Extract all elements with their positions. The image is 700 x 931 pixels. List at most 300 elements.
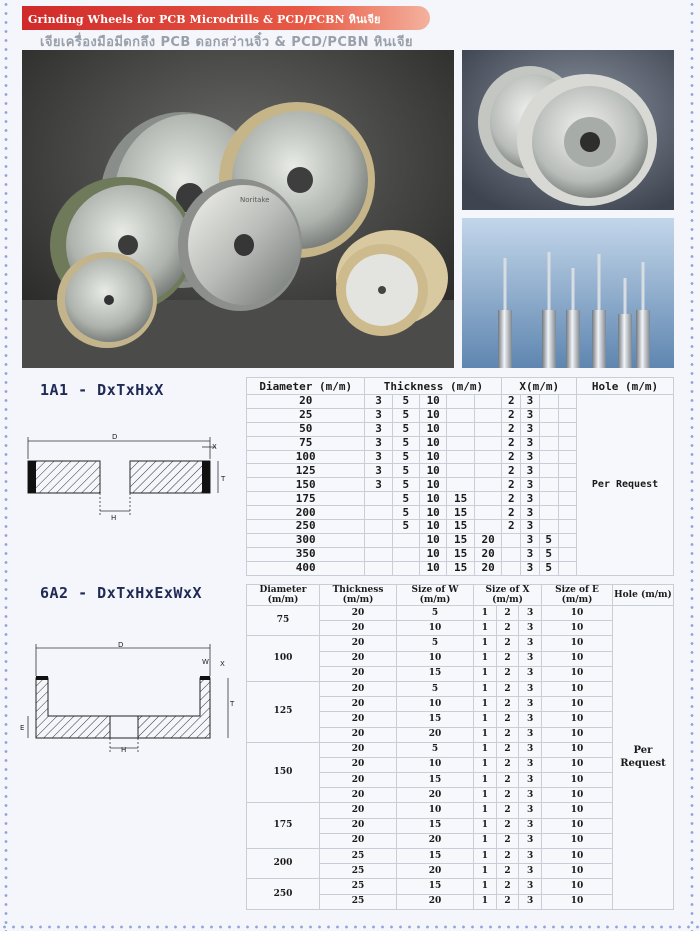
diagram2-x-label: X bbox=[220, 660, 225, 668]
thickness-cell: 25 bbox=[320, 879, 397, 894]
thickness-cell: 20 bbox=[320, 757, 397, 772]
x-cell: 2 bbox=[496, 879, 519, 894]
spec-table-1a1 bbox=[246, 377, 674, 576]
x-cell: 2 bbox=[502, 422, 521, 436]
diameter-cell: 75 bbox=[247, 436, 365, 450]
diagram-t-label: T bbox=[221, 475, 226, 483]
e-cell: 10 bbox=[542, 818, 613, 833]
thickness-cell: 5 bbox=[392, 450, 419, 464]
x-cell: 3 bbox=[521, 395, 540, 409]
thickness-cell bbox=[365, 561, 392, 575]
x-cell: 1 bbox=[474, 697, 497, 712]
thickness-cell: 20 bbox=[320, 788, 397, 803]
x-cell bbox=[558, 395, 577, 409]
thickness-cell: 20 bbox=[320, 606, 397, 621]
x-cell: 1 bbox=[474, 833, 497, 848]
e-cell: 10 bbox=[542, 727, 613, 742]
x-cell bbox=[539, 464, 558, 478]
col2-thickness: Thickness (m/m) bbox=[320, 585, 397, 606]
x-cell: 3 bbox=[519, 788, 542, 803]
table-1a1-body bbox=[247, 395, 674, 576]
col-x: X(m/m) bbox=[502, 378, 577, 395]
x-cell: 2 bbox=[502, 506, 521, 520]
x-cell: 2 bbox=[496, 818, 519, 833]
thickness-cell: 5 bbox=[392, 478, 419, 492]
diameter-cell: 125 bbox=[247, 464, 365, 478]
x-cell: 2 bbox=[502, 408, 521, 422]
diameter-cell: 125 bbox=[247, 681, 320, 742]
table-row bbox=[247, 879, 674, 894]
thickness-cell bbox=[447, 436, 474, 450]
x-cell: 2 bbox=[496, 864, 519, 879]
w-cell: 15 bbox=[397, 712, 474, 727]
x-cell: 2 bbox=[496, 621, 519, 636]
diameter-cell: 300 bbox=[247, 533, 365, 547]
col2-e: Size of E (m/m) bbox=[542, 585, 613, 606]
x-cell: 3 bbox=[521, 492, 540, 506]
x-cell bbox=[539, 408, 558, 422]
thickness-cell bbox=[447, 422, 474, 436]
x-cell bbox=[558, 464, 577, 478]
x-cell: 3 bbox=[519, 879, 542, 894]
thickness-cell: 20 bbox=[320, 742, 397, 757]
x-cell: 3 bbox=[519, 818, 542, 833]
x-cell bbox=[558, 533, 577, 547]
thickness-cell bbox=[392, 561, 419, 575]
thickness-cell: 20 bbox=[320, 666, 397, 681]
x-cell: 3 bbox=[519, 757, 542, 772]
x-cell: 2 bbox=[502, 478, 521, 492]
x-cell: 1 bbox=[474, 757, 497, 772]
e-cell: 10 bbox=[542, 621, 613, 636]
wheel-1a1-diagram bbox=[22, 425, 242, 525]
thickness-cell: 10 bbox=[419, 436, 446, 450]
w-cell: 15 bbox=[397, 773, 474, 788]
thickness-cell: 15 bbox=[447, 520, 474, 534]
w-cell: 10 bbox=[397, 757, 474, 772]
thickness-cell: 3 bbox=[365, 408, 392, 422]
table-row bbox=[247, 803, 674, 818]
diagram2-t-label: T bbox=[230, 700, 235, 708]
w-cell: 5 bbox=[397, 606, 474, 621]
x-cell bbox=[539, 450, 558, 464]
diagram2-d-label: D bbox=[118, 641, 124, 649]
w-cell: 20 bbox=[397, 788, 474, 803]
e-cell: 10 bbox=[542, 712, 613, 727]
thickness-cell bbox=[474, 450, 501, 464]
thickness-cell: 25 bbox=[320, 864, 397, 879]
diameter-cell: 150 bbox=[247, 742, 320, 803]
x-cell: 3 bbox=[519, 697, 542, 712]
thickness-cell bbox=[474, 408, 501, 422]
e-cell: 10 bbox=[542, 849, 613, 864]
x-cell: 3 bbox=[519, 606, 542, 621]
w-cell: 5 bbox=[397, 681, 474, 696]
wheel-6a2-diagram bbox=[14, 640, 244, 755]
thickness-cell: 10 bbox=[419, 422, 446, 436]
thickness-cell: 20 bbox=[320, 727, 397, 742]
microdrills-photo bbox=[462, 218, 674, 368]
diagram-d-label: D bbox=[112, 433, 118, 441]
col2-w: Size of W (m/m) bbox=[397, 585, 474, 606]
e-cell: 10 bbox=[542, 757, 613, 772]
col-thickness: Thickness (m/m) bbox=[365, 378, 502, 395]
col2-diameter: Diameter (m/m) bbox=[247, 585, 320, 606]
thickness-cell: 10 bbox=[419, 492, 446, 506]
thickness-cell bbox=[474, 464, 501, 478]
diameter-cell: 100 bbox=[247, 636, 320, 682]
thickness-cell: 3 bbox=[365, 478, 392, 492]
thickness-cell bbox=[392, 533, 419, 547]
x-cell: 1 bbox=[474, 818, 497, 833]
diameter-cell: 20 bbox=[247, 395, 365, 409]
x-cell: 2 bbox=[496, 788, 519, 803]
x-cell bbox=[558, 436, 577, 450]
hole-cell: Per Request bbox=[577, 395, 674, 576]
section-1a1-title: 1A1 - DxTxHxX bbox=[40, 381, 164, 399]
x-cell: 1 bbox=[474, 788, 497, 803]
thickness-cell bbox=[365, 520, 392, 534]
thickness-cell: 20 bbox=[320, 636, 397, 651]
x-cell bbox=[558, 561, 577, 575]
diagram-h-label: H bbox=[111, 514, 117, 522]
thickness-cell bbox=[474, 520, 501, 534]
x-cell bbox=[558, 450, 577, 464]
x-cell bbox=[539, 395, 558, 409]
diameter-cell: 100 bbox=[247, 450, 365, 464]
w-cell: 10 bbox=[397, 697, 474, 712]
e-cell: 10 bbox=[542, 636, 613, 651]
col2-hole: Hole (m/m) bbox=[613, 585, 674, 606]
x-cell bbox=[502, 547, 521, 561]
diameter-cell: 250 bbox=[247, 879, 320, 909]
thickness-cell: 10 bbox=[419, 478, 446, 492]
x-cell: 3 bbox=[521, 478, 540, 492]
x-cell: 2 bbox=[496, 651, 519, 666]
thickness-cell bbox=[447, 395, 474, 409]
thickness-cell bbox=[474, 506, 501, 520]
e-cell: 10 bbox=[542, 666, 613, 681]
w-cell: 20 bbox=[397, 894, 474, 909]
diameter-cell: 25 bbox=[247, 408, 365, 422]
x-cell: 2 bbox=[496, 727, 519, 742]
e-cell: 10 bbox=[542, 651, 613, 666]
thickness-cell: 5 bbox=[392, 422, 419, 436]
x-cell bbox=[558, 506, 577, 520]
thickness-cell: 15 bbox=[447, 506, 474, 520]
spec-table-6a2 bbox=[246, 584, 674, 910]
diagram2-e-label: E bbox=[20, 724, 25, 732]
thickness-cell: 20 bbox=[474, 533, 501, 547]
x-cell bbox=[539, 492, 558, 506]
x-cell bbox=[558, 492, 577, 506]
thickness-cell bbox=[474, 478, 501, 492]
w-cell: 10 bbox=[397, 651, 474, 666]
x-cell bbox=[539, 436, 558, 450]
e-cell: 10 bbox=[542, 606, 613, 621]
x-cell bbox=[539, 478, 558, 492]
thickness-cell: 10 bbox=[419, 561, 446, 575]
x-cell: 3 bbox=[519, 773, 542, 788]
x-cell: 2 bbox=[496, 606, 519, 621]
thickness-cell bbox=[447, 478, 474, 492]
x-cell bbox=[558, 547, 577, 561]
x-cell: 3 bbox=[519, 833, 542, 848]
thickness-cell bbox=[365, 533, 392, 547]
x-cell: 2 bbox=[496, 666, 519, 681]
x-cell: 1 bbox=[474, 636, 497, 651]
x-cell: 1 bbox=[474, 864, 497, 879]
thickness-cell: 15 bbox=[447, 547, 474, 561]
thickness-cell: 5 bbox=[392, 408, 419, 422]
e-cell: 10 bbox=[542, 681, 613, 696]
x-cell: 3 bbox=[519, 849, 542, 864]
x-cell: 3 bbox=[521, 450, 540, 464]
section-6a2-title: 6A2 - DxTxHxExWxX bbox=[40, 584, 203, 602]
x-cell: 5 bbox=[539, 561, 558, 575]
wheel-brand-text: Noritake bbox=[240, 196, 270, 204]
thickness-cell bbox=[447, 450, 474, 464]
x-cell: 2 bbox=[502, 395, 521, 409]
thickness-cell: 5 bbox=[392, 436, 419, 450]
thickness-cell: 15 bbox=[447, 492, 474, 506]
e-cell: 10 bbox=[542, 773, 613, 788]
w-cell: 10 bbox=[397, 621, 474, 636]
thickness-cell: 10 bbox=[419, 547, 446, 561]
col-diameter: Diameter (m/m) bbox=[247, 378, 365, 395]
e-cell: 10 bbox=[542, 697, 613, 712]
w-cell: 10 bbox=[397, 803, 474, 818]
thickness-cell: 5 bbox=[392, 492, 419, 506]
x-cell: 3 bbox=[521, 408, 540, 422]
x-cell bbox=[558, 478, 577, 492]
e-cell: 10 bbox=[542, 879, 613, 894]
diameter-cell: 175 bbox=[247, 803, 320, 849]
x-cell: 3 bbox=[519, 636, 542, 651]
x-cell bbox=[558, 520, 577, 534]
table-row bbox=[247, 849, 674, 864]
thickness-cell: 10 bbox=[419, 408, 446, 422]
col2-x: Size of X (m/m) bbox=[474, 585, 542, 606]
diameter-cell: 150 bbox=[247, 478, 365, 492]
diameter-cell: 175 bbox=[247, 492, 365, 506]
x-cell: 2 bbox=[496, 697, 519, 712]
table-row bbox=[247, 681, 674, 696]
thickness-cell: 20 bbox=[320, 651, 397, 666]
e-cell: 10 bbox=[542, 864, 613, 879]
thickness-cell: 3 bbox=[365, 450, 392, 464]
x-cell: 2 bbox=[502, 436, 521, 450]
w-cell: 15 bbox=[397, 666, 474, 681]
thickness-cell: 3 bbox=[365, 422, 392, 436]
thickness-cell: 15 bbox=[447, 533, 474, 547]
x-cell: 2 bbox=[496, 742, 519, 757]
thickness-cell: 5 bbox=[392, 395, 419, 409]
table-row bbox=[247, 742, 674, 757]
x-cell: 1 bbox=[474, 894, 497, 909]
diameter-cell: 250 bbox=[247, 520, 365, 534]
x-cell: 2 bbox=[496, 636, 519, 651]
thickness-cell: 25 bbox=[320, 894, 397, 909]
thickness-cell bbox=[474, 436, 501, 450]
x-cell bbox=[539, 506, 558, 520]
w-cell: 15 bbox=[397, 818, 474, 833]
x-cell: 3 bbox=[521, 436, 540, 450]
thickness-cell: 10 bbox=[419, 464, 446, 478]
thickness-cell bbox=[447, 464, 474, 478]
x-cell: 3 bbox=[519, 742, 542, 757]
x-cell: 3 bbox=[519, 894, 542, 909]
w-cell: 5 bbox=[397, 742, 474, 757]
thickness-cell bbox=[365, 506, 392, 520]
thickness-cell: 20 bbox=[320, 818, 397, 833]
x-cell: 1 bbox=[474, 742, 497, 757]
thickness-cell: 20 bbox=[320, 621, 397, 636]
x-cell: 2 bbox=[502, 450, 521, 464]
thickness-cell: 5 bbox=[392, 520, 419, 534]
thickness-cell: 20 bbox=[320, 681, 397, 696]
table-row bbox=[247, 636, 674, 651]
grinding-wheels-photo bbox=[22, 50, 454, 368]
x-cell: 2 bbox=[496, 803, 519, 818]
x-cell bbox=[502, 533, 521, 547]
x-cell: 2 bbox=[502, 492, 521, 506]
x-cell: 2 bbox=[496, 833, 519, 848]
diagram2-w-label: W bbox=[202, 658, 209, 666]
right-dotted-border bbox=[690, 0, 694, 931]
thickness-cell: 10 bbox=[419, 395, 446, 409]
bottom-dotted-border bbox=[0, 925, 700, 929]
thickness-cell bbox=[365, 547, 392, 561]
e-cell: 10 bbox=[542, 803, 613, 818]
x-cell: 1 bbox=[474, 606, 497, 621]
cup-wheel-photo bbox=[462, 50, 674, 210]
x-cell: 1 bbox=[474, 773, 497, 788]
x-cell: 5 bbox=[539, 547, 558, 561]
diameter-cell: 200 bbox=[247, 849, 320, 879]
x-cell: 3 bbox=[519, 712, 542, 727]
x-cell: 3 bbox=[521, 422, 540, 436]
x-cell: 3 bbox=[521, 547, 540, 561]
thickness-cell: 5 bbox=[392, 506, 419, 520]
thickness-cell: 3 bbox=[365, 395, 392, 409]
e-cell: 10 bbox=[542, 742, 613, 757]
x-cell: 1 bbox=[474, 651, 497, 666]
thickness-cell: 10 bbox=[419, 520, 446, 534]
x-cell bbox=[558, 422, 577, 436]
thickness-cell: 25 bbox=[320, 849, 397, 864]
x-cell: 3 bbox=[521, 561, 540, 575]
page-title: Grinding Wheels for PCB Microdrills & PCD/PCBN หินเจีย bbox=[28, 13, 381, 26]
thickness-cell: 10 bbox=[419, 506, 446, 520]
thickness-cell: 3 bbox=[365, 436, 392, 450]
x-cell: 3 bbox=[521, 506, 540, 520]
page-subtitle: เจียเครื่องมือมีดกลึง PCB ดอกสว่านจิ๋ว & PCD/PCBN หินเจีย bbox=[40, 35, 413, 50]
diameter-cell: 50 bbox=[247, 422, 365, 436]
x-cell: 3 bbox=[519, 621, 542, 636]
thickness-cell bbox=[474, 492, 501, 506]
x-cell: 1 bbox=[474, 879, 497, 894]
diameter-cell: 75 bbox=[247, 606, 320, 636]
diagram2-h-label: H bbox=[121, 746, 127, 754]
diagram-x-label: X bbox=[212, 443, 217, 451]
x-cell: 1 bbox=[474, 803, 497, 818]
thickness-cell: 20 bbox=[320, 773, 397, 788]
x-cell bbox=[558, 408, 577, 422]
thickness-cell: 15 bbox=[447, 561, 474, 575]
thickness-cell bbox=[474, 422, 501, 436]
w-cell: 20 bbox=[397, 864, 474, 879]
x-cell bbox=[539, 520, 558, 534]
w-cell: 5 bbox=[397, 636, 474, 651]
x-cell: 2 bbox=[502, 520, 521, 534]
w-cell: 15 bbox=[397, 879, 474, 894]
thickness-cell: 10 bbox=[419, 533, 446, 547]
thickness-cell: 20 bbox=[474, 561, 501, 575]
table-row bbox=[247, 606, 674, 621]
x-cell: 1 bbox=[474, 666, 497, 681]
x-cell: 3 bbox=[519, 651, 542, 666]
x-cell: 3 bbox=[521, 464, 540, 478]
x-cell: 2 bbox=[496, 681, 519, 696]
x-cell bbox=[502, 561, 521, 575]
thickness-cell: 20 bbox=[320, 712, 397, 727]
w-cell: 15 bbox=[397, 849, 474, 864]
x-cell: 3 bbox=[521, 533, 540, 547]
table-6a2-body bbox=[247, 606, 674, 910]
x-cell: 3 bbox=[519, 681, 542, 696]
x-cell: 1 bbox=[474, 621, 497, 636]
hole-cell: Per Request bbox=[613, 606, 674, 910]
e-cell: 10 bbox=[542, 833, 613, 848]
x-cell: 3 bbox=[519, 666, 542, 681]
x-cell: 5 bbox=[539, 533, 558, 547]
thickness-cell bbox=[392, 547, 419, 561]
e-cell: 10 bbox=[542, 894, 613, 909]
x-cell: 1 bbox=[474, 681, 497, 696]
x-cell bbox=[539, 422, 558, 436]
x-cell: 3 bbox=[521, 520, 540, 534]
thickness-cell: 10 bbox=[419, 450, 446, 464]
x-cell: 2 bbox=[496, 757, 519, 772]
thickness-cell: 20 bbox=[474, 547, 501, 561]
table-row bbox=[247, 395, 674, 409]
x-cell: 2 bbox=[496, 712, 519, 727]
x-cell: 1 bbox=[474, 727, 497, 742]
thickness-cell: 20 bbox=[320, 833, 397, 848]
thickness-cell: 3 bbox=[365, 464, 392, 478]
x-cell: 1 bbox=[474, 712, 497, 727]
thickness-cell bbox=[365, 492, 392, 506]
thickness-cell bbox=[474, 395, 501, 409]
thickness-cell: 20 bbox=[320, 803, 397, 818]
x-cell: 1 bbox=[474, 849, 497, 864]
thickness-cell bbox=[447, 408, 474, 422]
diameter-cell: 350 bbox=[247, 547, 365, 561]
x-cell: 2 bbox=[502, 464, 521, 478]
col-hole: Hole (m/m) bbox=[577, 378, 674, 395]
diameter-cell: 400 bbox=[247, 561, 365, 575]
x-cell: 2 bbox=[496, 773, 519, 788]
x-cell: 3 bbox=[519, 864, 542, 879]
x-cell: 3 bbox=[519, 727, 542, 742]
x-cell: 3 bbox=[519, 803, 542, 818]
thickness-cell: 5 bbox=[392, 464, 419, 478]
left-dotted-border bbox=[4, 0, 8, 931]
x-cell: 2 bbox=[496, 894, 519, 909]
diameter-cell: 200 bbox=[247, 506, 365, 520]
thickness-cell: 20 bbox=[320, 697, 397, 712]
